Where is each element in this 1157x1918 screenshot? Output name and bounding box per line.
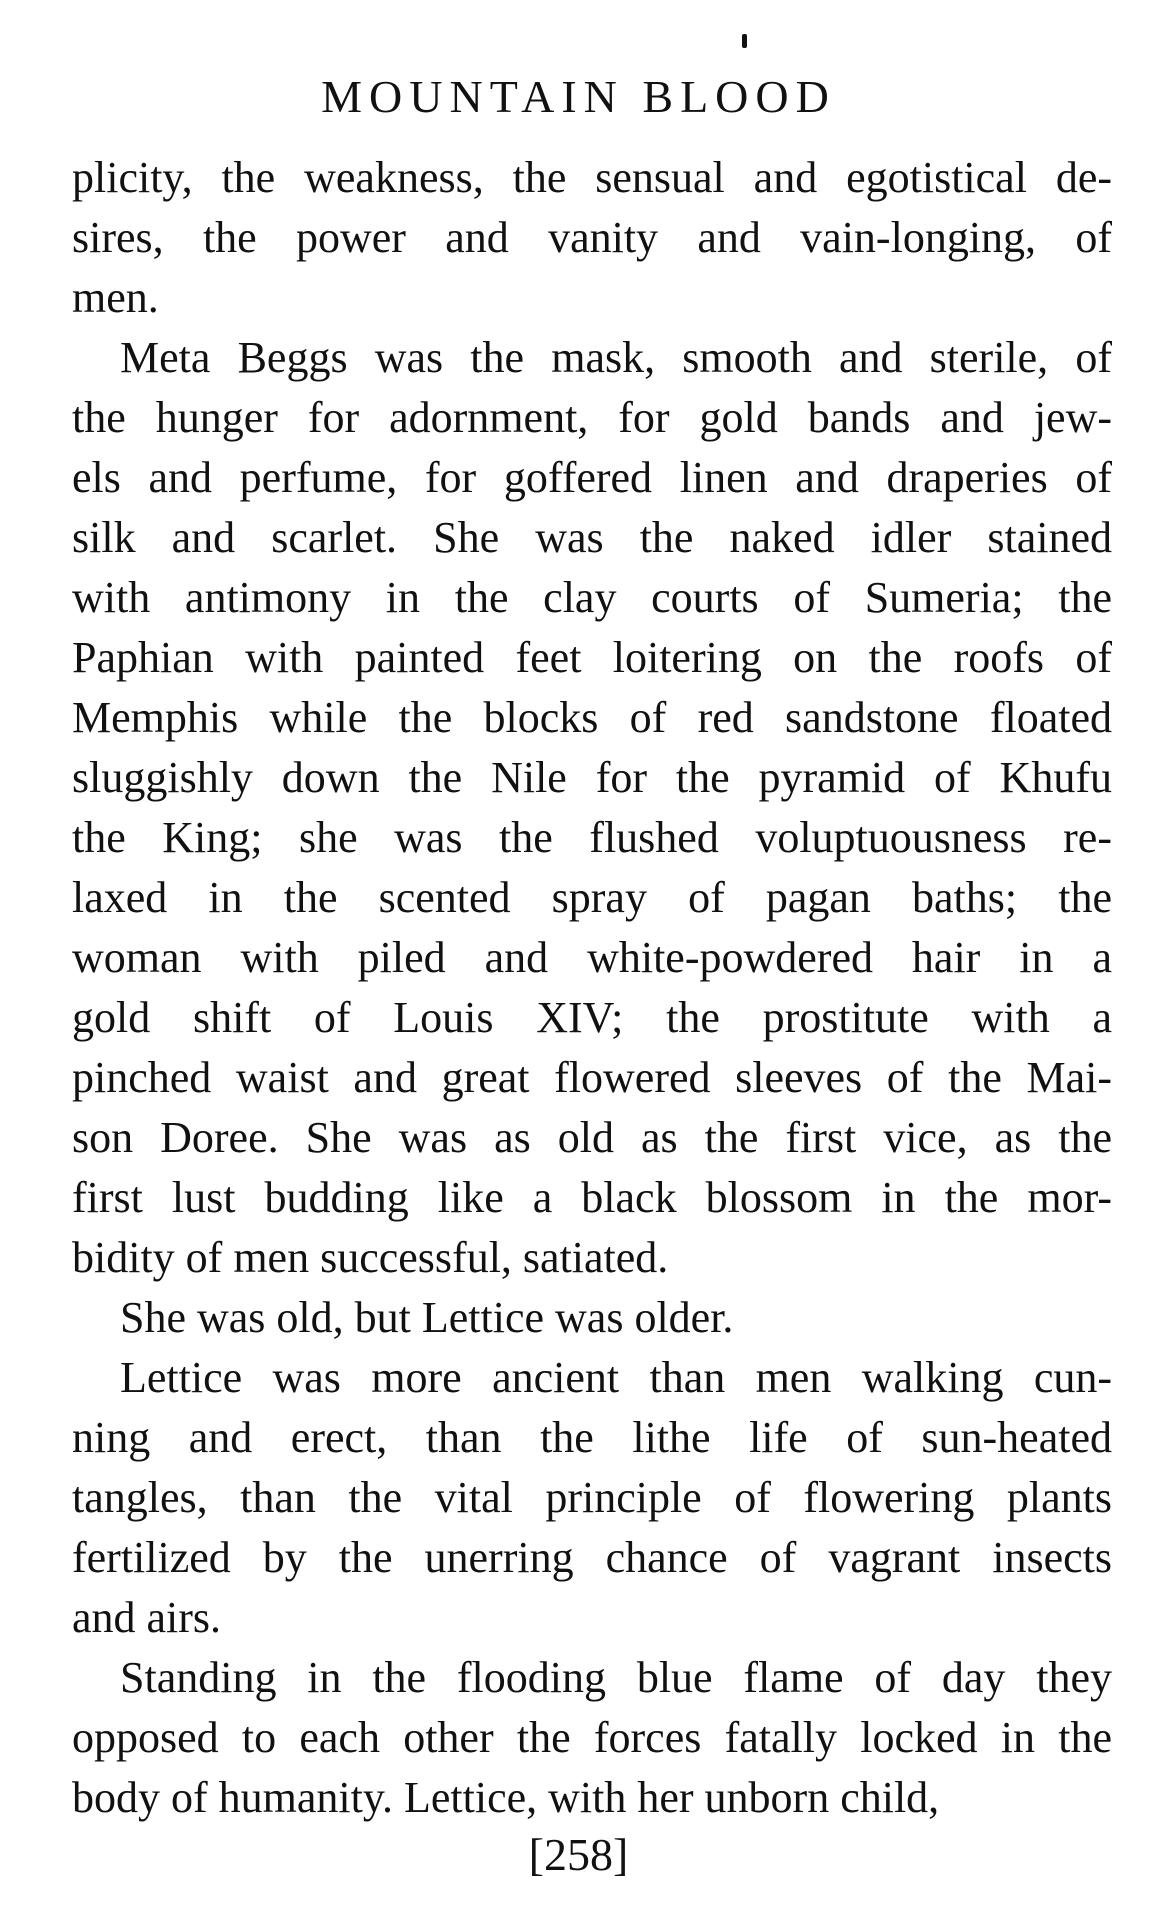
- paragraph: [72, 1648, 1112, 1828]
- text-line: els and perfume, for goffered linen and draperies of: [72, 453, 1112, 502]
- body-text: [72, 148, 1112, 1828]
- text-line: plicity, the weakness, the sensual and egotistical de-: [72, 153, 1112, 202]
- text-line: first lust budding like a black blossom in the mor-: [72, 1173, 1112, 1222]
- text-line: fertilized by the unerring chance of vagrant insects: [72, 1533, 1112, 1582]
- text-line: sluggishly down the Nile for the pyramid of Khufu: [72, 753, 1112, 802]
- text-line: bidity of men successful, satiated.: [72, 1233, 669, 1282]
- text-line: and airs.: [72, 1593, 222, 1642]
- paragraph: [72, 1348, 1112, 1648]
- text-line: Standing in the flooding blue flame of day they: [120, 1653, 1112, 1702]
- running-head: MOUNTAIN BLOOD: [321, 71, 836, 122]
- text-line: son Doree. She was as old as the first vice, as the: [72, 1113, 1112, 1162]
- text-line: men.: [72, 273, 159, 322]
- text-line: woman with piled and white-powdered hair in a: [72, 933, 1112, 982]
- text-line: opposed to each other the forces fatally locked in the: [72, 1713, 1112, 1762]
- text-line: body of humanity. Lettice, with her unborn child,: [72, 1773, 940, 1822]
- text-line: the hunger for adornment, for gold bands and jew-: [72, 393, 1112, 442]
- text-line: sires, the power and vanity and vain-longing, of: [72, 213, 1112, 262]
- text-line: Lettice was more ancient than men walking cun-: [120, 1353, 1112, 1402]
- text-line: gold shift of Louis XIV; the prostitute with a: [72, 993, 1112, 1042]
- text-line: Memphis while the blocks of red sandstone floated: [72, 693, 1112, 742]
- page-number: [258]: [528, 1829, 629, 1880]
- text-line: ning and erect, than the lithe life of sun-heated: [72, 1413, 1112, 1462]
- text-line: tangles, than the vital principle of flowering plants: [72, 1473, 1112, 1522]
- text-line: Meta Beggs was the mask, smooth and sterile, of: [120, 333, 1112, 382]
- text-line: laxed in the scented spray of pagan baths; the: [72, 873, 1112, 922]
- text-line: the King; she was the flushed voluptuousness re-: [72, 813, 1112, 862]
- print-mark: [742, 34, 747, 48]
- text-line: silk and scarlet. She was the naked idler stained: [72, 513, 1112, 562]
- paragraph: [72, 328, 1112, 1288]
- text-line: with antimony in the clay courts of Sumeria; the: [72, 573, 1112, 622]
- paragraph: [72, 148, 1112, 328]
- text-line: She was old, but Lettice was older.: [120, 1293, 734, 1342]
- text-line: pinched waist and great flowered sleeves of the Mai-: [72, 1053, 1112, 1102]
- paragraph: [72, 1288, 1112, 1348]
- text-line: Paphian with painted feet loitering on the roofs of: [72, 633, 1112, 682]
